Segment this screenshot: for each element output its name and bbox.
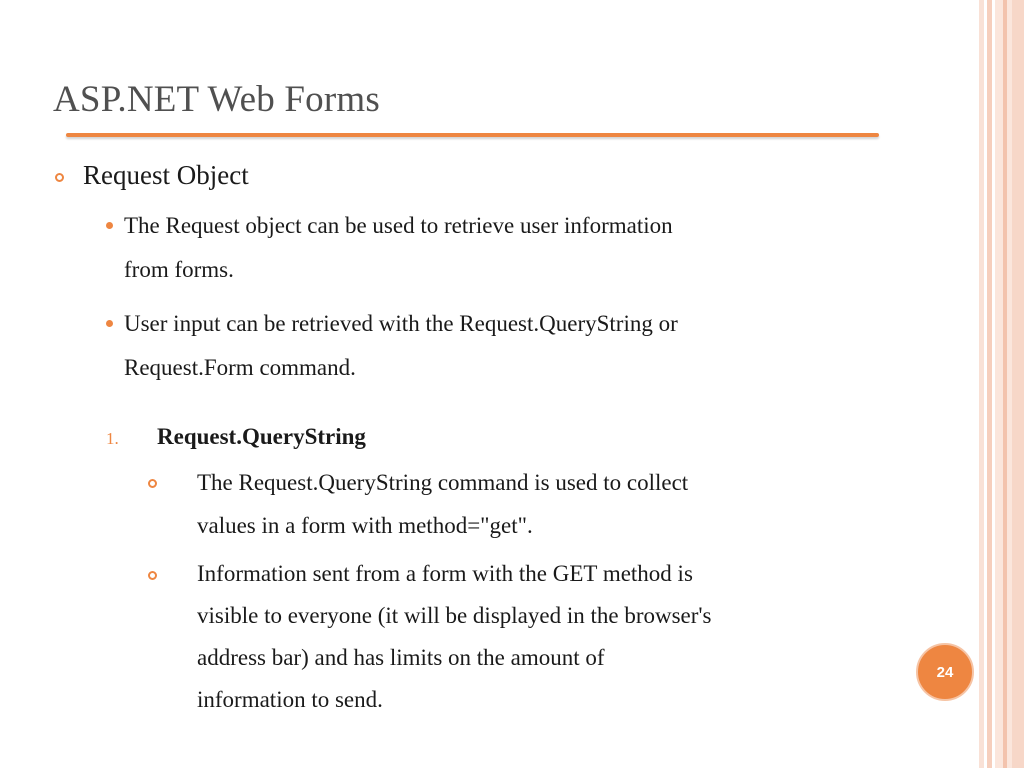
section-number: 1. bbox=[106, 429, 119, 448]
decorative-stripe bbox=[979, 0, 984, 768]
title-underline bbox=[66, 133, 879, 137]
decorative-stripe bbox=[987, 0, 992, 768]
sub-bullet-text-line: values in a form with method="get". bbox=[197, 513, 533, 538]
dot-bullet-icon bbox=[106, 320, 113, 327]
bullet-heading: Request Object bbox=[83, 160, 249, 190]
slide-title: ASP.NET Web Forms bbox=[53, 79, 380, 120]
bullet-text-line: from forms. bbox=[124, 257, 234, 282]
sub-bullet-text-line: address bar) and has limits on the amount of bbox=[197, 645, 605, 670]
decorative-stripe bbox=[1012, 0, 1024, 768]
bullet-text-line: User input can be retrieved with the Request.QueryString or bbox=[124, 311, 678, 336]
page-number-badge: 24 bbox=[916, 643, 974, 701]
ring-bullet-icon bbox=[148, 571, 157, 580]
sub-bullet-text-line: visible to everyone (it will be displayed in the browser's bbox=[197, 603, 712, 628]
bullet-text-line: The Request object can be used to retrieve user information bbox=[124, 213, 673, 238]
ring-bullet-icon bbox=[55, 173, 64, 182]
sub-bullet-text-line: information to send. bbox=[197, 687, 383, 712]
sub-bullet-text-line: The Request.QueryString command is used to collect bbox=[197, 470, 689, 495]
ring-bullet-icon bbox=[148, 479, 157, 488]
decorative-stripe bbox=[1003, 0, 1007, 768]
section-heading: Request.QueryString bbox=[157, 424, 366, 449]
bullet-text-line: Request.Form command. bbox=[124, 355, 356, 380]
sub-bullet-text-line: Information sent from a form with the GET method is bbox=[197, 561, 693, 586]
dot-bullet-icon bbox=[106, 222, 113, 229]
